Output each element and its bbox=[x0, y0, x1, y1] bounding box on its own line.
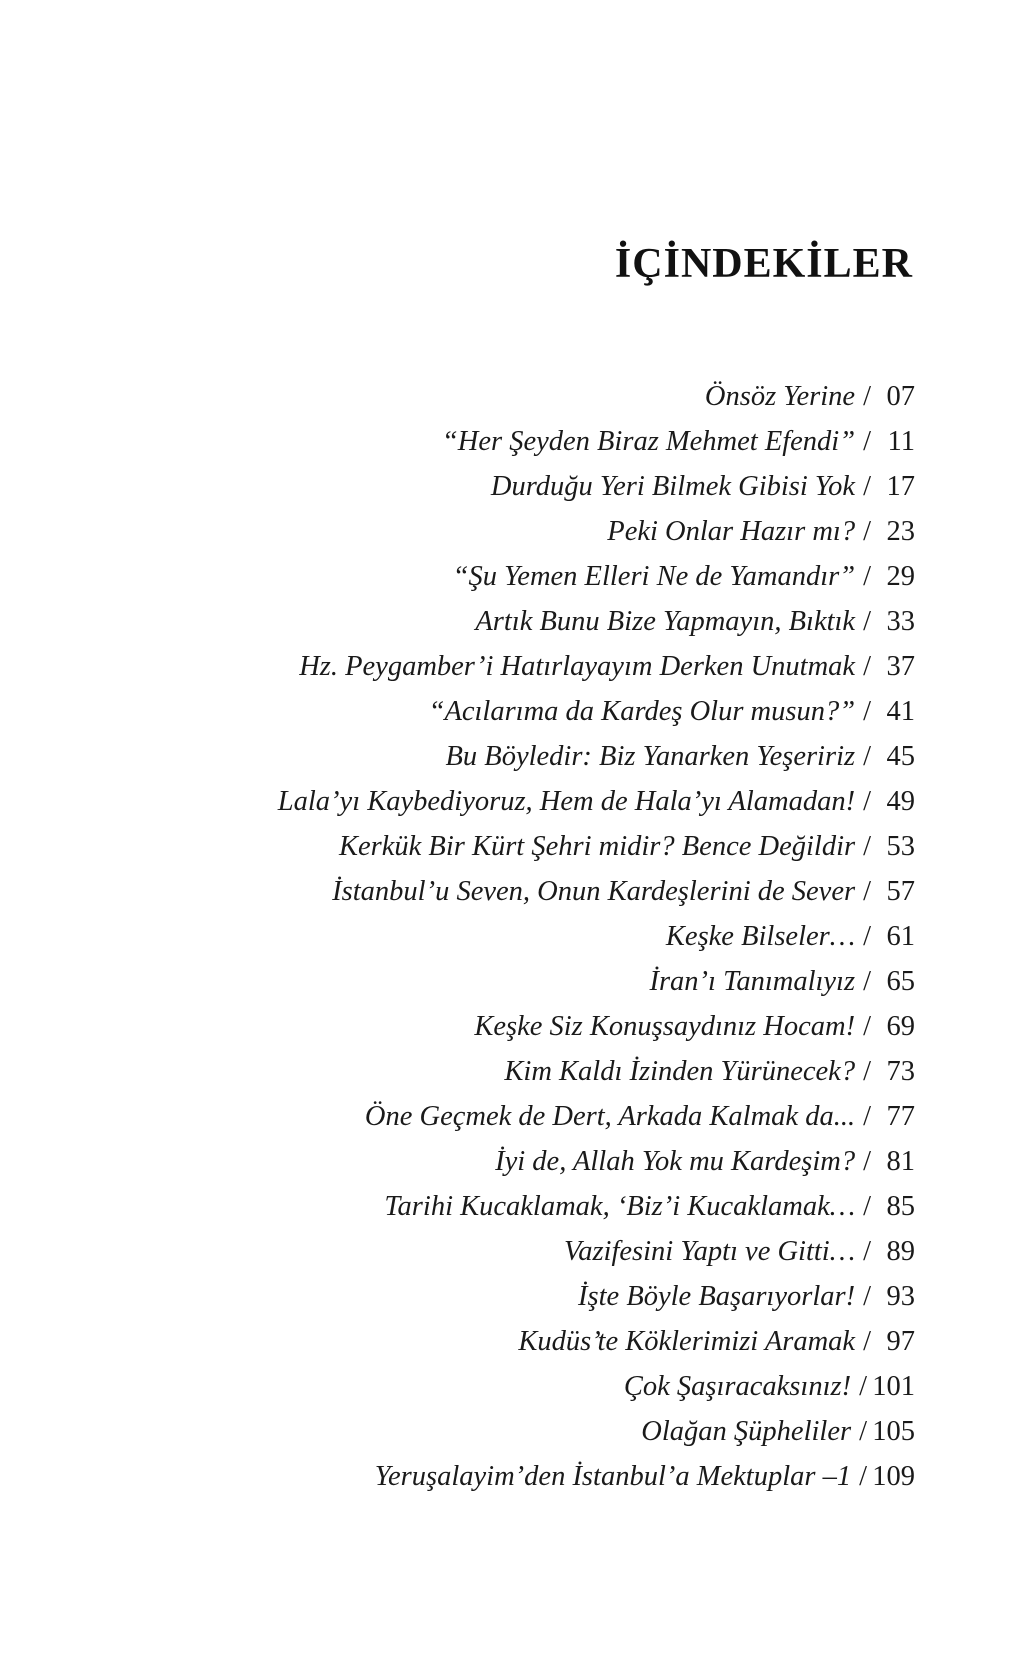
toc-entry-page-number: 49 bbox=[886, 786, 915, 818]
toc-entry bbox=[278, 375, 915, 420]
toc-entry-page-number: 65 bbox=[886, 966, 915, 998]
toc-entry-separator: / bbox=[863, 966, 871, 998]
toc-entry bbox=[278, 1365, 915, 1410]
toc-entry-page-number: 37 bbox=[886, 651, 915, 683]
toc-entry bbox=[278, 1320, 915, 1365]
toc-entry bbox=[278, 510, 915, 555]
toc-entry bbox=[278, 780, 915, 825]
toc-entry-title: Kim Kaldı İzinden Yürünecek? bbox=[504, 1056, 856, 1088]
toc-entry-title: Çok Şaşıracaksınız! bbox=[623, 1371, 852, 1403]
toc-entry-page-number: 41 bbox=[886, 696, 915, 728]
toc-entry bbox=[278, 1140, 915, 1185]
toc-entry-title: Keşke Siz Konuşsaydınız Hocam! bbox=[474, 1011, 856, 1043]
toc-entry-title: “Şu Yemen Elleri Ne de Yamandır” bbox=[452, 561, 856, 593]
toc-entry-title: İyi de, Allah Yok mu Kardeşim? bbox=[495, 1146, 856, 1178]
toc-entry bbox=[278, 960, 915, 1005]
toc-entry bbox=[278, 1410, 915, 1455]
toc-entry bbox=[278, 465, 915, 510]
toc-entry-page-number: 33 bbox=[886, 606, 915, 638]
toc-entry-title: “Acılarıma da Kardeş Olur musun?” bbox=[428, 696, 856, 728]
toc-entry-title: İstanbul’u Seven, Onun Kardeşlerini de Sever bbox=[332, 876, 856, 908]
toc-entry bbox=[278, 915, 915, 960]
toc-entry-page-number: 45 bbox=[886, 741, 915, 773]
toc-entry bbox=[278, 735, 915, 780]
toc-entry-title: Vazifesini Yaptı ve Gitti… bbox=[563, 1236, 856, 1268]
toc-entry-title: Keşke Bilseler… bbox=[665, 921, 856, 953]
toc-entry-separator: / bbox=[859, 1461, 867, 1493]
toc-entry-separator: / bbox=[863, 876, 871, 908]
toc-entry-page-number: 105 bbox=[872, 1416, 915, 1448]
toc-entry-title: Lala’yı Kaybediyoruz, Hem de Hala’yı Alamadan! bbox=[277, 786, 856, 818]
toc-entry bbox=[278, 420, 915, 465]
toc-entry-page-number: 53 bbox=[886, 831, 915, 863]
toc-entry-title: Öne Geçmek de Dert, Arkada Kalmak da... bbox=[364, 1101, 856, 1133]
toc-entry-separator: / bbox=[863, 741, 871, 773]
toc-entry-separator: / bbox=[863, 651, 871, 683]
toc-entry bbox=[278, 645, 915, 690]
toc-entry-title: Hz. Peygamber’i Hatırlayayım Derken Unutmak bbox=[299, 651, 856, 683]
toc-entry-separator: / bbox=[859, 1371, 867, 1403]
toc-entry-separator: / bbox=[863, 1101, 871, 1133]
toc-entry-page-number: 77 bbox=[886, 1101, 915, 1133]
toc-entry-title: Yeruşalayim’den İstanbul’a Mektuplar –1 bbox=[374, 1461, 852, 1493]
toc-entry bbox=[278, 1230, 915, 1275]
toc-entry-title: Artık Bunu Bize Yapmayın, Bıktık bbox=[475, 606, 856, 638]
toc-entry-page-number: 23 bbox=[886, 516, 915, 548]
toc-entry-page-number: 61 bbox=[886, 921, 915, 953]
toc-entry-page-number: 109 bbox=[872, 1461, 915, 1493]
toc-entry-title: Kudüs’te Köklerimizi Aramak bbox=[518, 1326, 856, 1358]
toc-entry-separator: / bbox=[863, 1146, 871, 1178]
toc-entry-separator: / bbox=[863, 471, 871, 503]
toc-entry-page-number: 29 bbox=[886, 561, 915, 593]
toc-entry bbox=[278, 1455, 915, 1500]
toc-entry-page-number: 101 bbox=[872, 1371, 915, 1403]
toc-entry bbox=[278, 555, 915, 600]
toc-entry bbox=[278, 1005, 915, 1050]
toc-entry bbox=[278, 600, 915, 645]
toc-entry-separator: / bbox=[863, 1326, 871, 1358]
toc-entry-page-number: 11 bbox=[887, 426, 915, 458]
toc-entry-separator: / bbox=[863, 1191, 871, 1223]
toc-heading: İÇİNDEKİLER bbox=[614, 241, 913, 287]
toc-entry bbox=[278, 1275, 915, 1320]
toc-entry-separator: / bbox=[863, 606, 871, 638]
toc-entry-page-number: 73 bbox=[886, 1056, 915, 1088]
toc-entry-separator: / bbox=[863, 696, 871, 728]
toc-entry bbox=[278, 825, 915, 870]
toc-entry-separator: / bbox=[863, 1236, 871, 1268]
toc-entry-page-number: 57 bbox=[886, 876, 915, 908]
toc-entry bbox=[278, 870, 915, 915]
toc-entry-title: Önsöz Yerine bbox=[704, 381, 856, 413]
toc-entry-title: Peki Onlar Hazır mı? bbox=[607, 516, 856, 548]
toc-entry-page-number: 85 bbox=[886, 1191, 915, 1223]
toc-entry-page-number: 07 bbox=[886, 381, 915, 413]
toc-entry-title: Olağan Şüpheliler bbox=[641, 1416, 852, 1448]
toc-entry-title: İşte Böyle Başarıyorlar! bbox=[578, 1281, 856, 1313]
toc-entry-separator: / bbox=[863, 1281, 871, 1313]
toc-list bbox=[278, 375, 915, 1500]
toc-entry-separator: / bbox=[863, 381, 871, 413]
toc-entry-page-number: 97 bbox=[886, 1326, 915, 1358]
toc-entry bbox=[278, 1185, 915, 1230]
toc-entry-page-number: 93 bbox=[886, 1281, 915, 1313]
toc-entry-separator: / bbox=[863, 561, 871, 593]
toc-entry-title: Durduğu Yeri Bilmek Gibisi Yok bbox=[490, 471, 856, 503]
toc-entry bbox=[278, 1050, 915, 1095]
toc-entry-separator: / bbox=[863, 831, 871, 863]
toc-entry-page-number: 81 bbox=[886, 1146, 915, 1178]
toc-entry-page-number: 69 bbox=[886, 1011, 915, 1043]
toc-entry-title: İran’ı Tanımalıyız bbox=[649, 966, 856, 998]
toc-entry-separator: / bbox=[859, 1416, 867, 1448]
toc-entry-separator: / bbox=[863, 921, 871, 953]
toc-entry-page-number: 89 bbox=[886, 1236, 915, 1268]
toc-entry-title: Bu Böyledir: Biz Yanarken Yeşeririz bbox=[445, 741, 856, 773]
toc-entry-page-number: 17 bbox=[886, 471, 915, 503]
toc-entry-separator: / bbox=[863, 516, 871, 548]
toc-entry-title: Kerkük Bir Kürt Şehri midir? Bence Değildir bbox=[338, 831, 856, 863]
toc-entry-title: “Her Şeyden Biraz Mehmet Efendi” bbox=[441, 426, 856, 458]
toc-entry-separator: / bbox=[863, 426, 871, 458]
toc-entry-separator: / bbox=[863, 786, 871, 818]
toc-entry-separator: / bbox=[863, 1011, 871, 1043]
toc-entry bbox=[278, 690, 915, 735]
toc-entry-separator: / bbox=[863, 1056, 871, 1088]
toc-entry bbox=[278, 1095, 915, 1140]
toc-entry-title: Tarihi Kucaklamak, ‘Biz’i Kucaklamak… bbox=[384, 1191, 856, 1223]
